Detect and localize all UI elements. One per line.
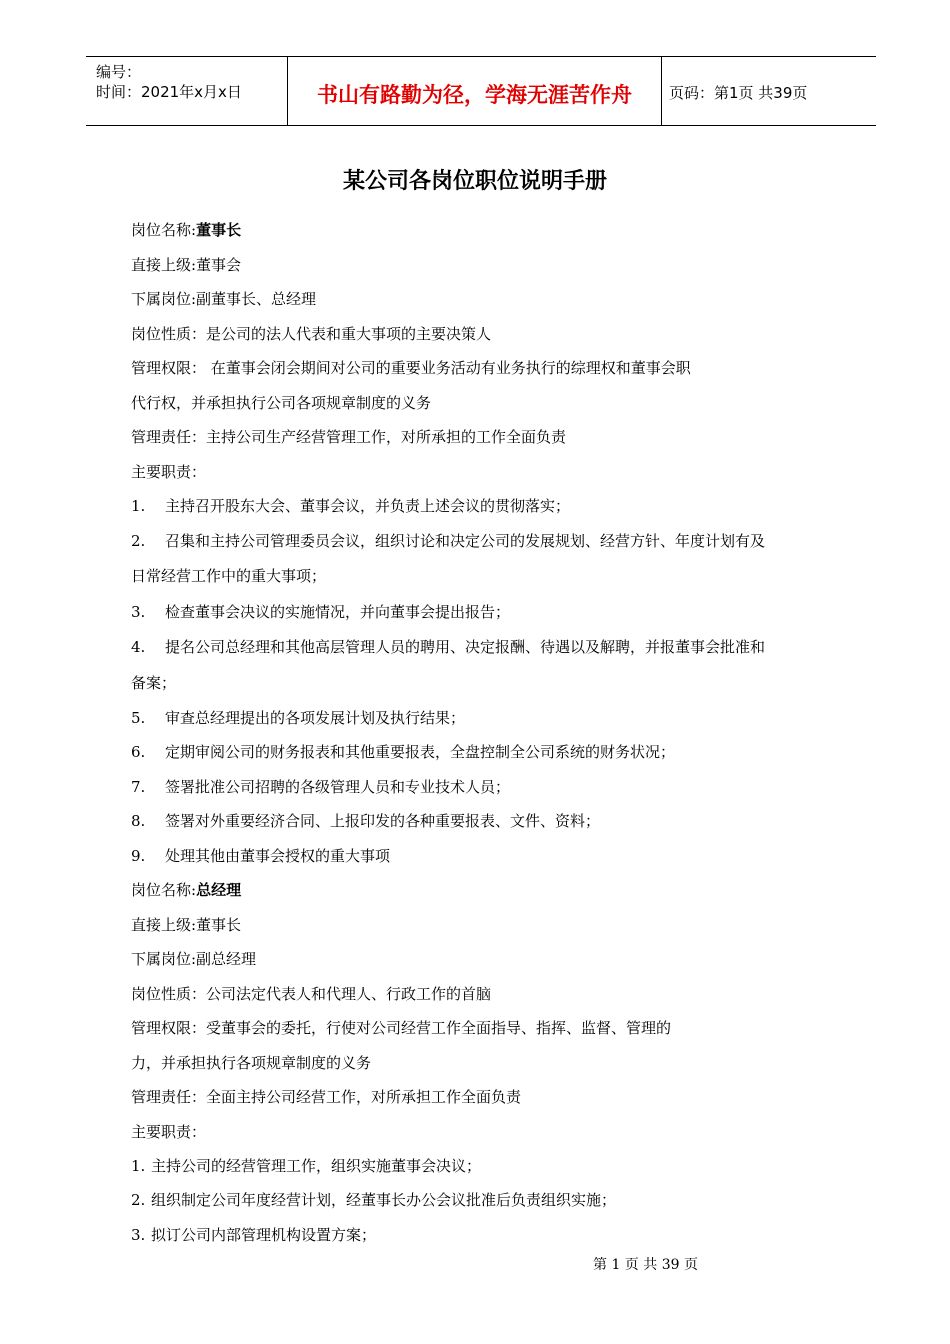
responsibility-line: 管理责任：全面主持公司经营工作，对所承担工作全面负责 xyxy=(131,1088,522,1106)
duty-item: 8. 签署对外重要经济合同、上报印发的各种重要报表、文件、资料； xyxy=(131,812,601,830)
header-right-cell xyxy=(661,57,876,125)
authority-continued-line: 代行权，并承担执行公司各项规章制度的义务 xyxy=(131,394,432,412)
duty-item: 3. 拟订公司内部管理机构设置方案； xyxy=(131,1226,377,1244)
position-name-label: 岗位名称: xyxy=(131,221,197,239)
position-name-value: 董事长 xyxy=(196,221,242,239)
duty-item-continued: 日常经营工作中的重大事项； xyxy=(131,567,327,585)
duty-item: 5. 审查总经理提出的各项发展计划及执行结果； xyxy=(131,709,466,727)
header-table xyxy=(86,56,876,126)
page-info: 页码：第1页 共39页 xyxy=(669,84,808,102)
position-name-line xyxy=(131,880,241,900)
superior-line: 直接上级:董事长 xyxy=(131,916,242,934)
duty-item: 2. 组织制定公司年度经营计划，经董事长办公会议批准后负责组织实施； xyxy=(131,1191,617,1209)
authority-line: 管理权限：受董事会的委托，行使对公司经营工作全面指导、指挥、监督、管理的 xyxy=(131,1019,672,1037)
subordinates-line: 下属岗位:副董事长、总经理 xyxy=(131,290,317,308)
superior-line: 直接上级:董事会 xyxy=(131,256,242,274)
responsibility-line: 管理责任：主持公司生产经营管理工作，对所承担的工作全面负责 xyxy=(131,428,567,446)
code-label: 编号： xyxy=(96,63,142,81)
time-label: 时间：2021年x月x日 xyxy=(96,83,242,101)
duty-item: 1. 主持召开股东大会、董事会议，并负责上述会议的贯彻落实； xyxy=(131,497,571,515)
position-name-line xyxy=(131,220,241,240)
motto: 书山有路勤为径，学海无涯苦作舟 xyxy=(317,83,632,107)
position-name-value: 总经理 xyxy=(196,881,242,899)
duties-label: 主要职责： xyxy=(131,1123,207,1141)
duty-item: 1. 主持公司的经营管理工作，组织实施董事会决议； xyxy=(131,1157,482,1175)
duty-item-continued: 备案； xyxy=(131,674,177,692)
page-footer: 第 1 页 共 39 页 xyxy=(593,1257,698,1273)
document-title: 某公司各岗位职位说明手册 xyxy=(342,169,607,194)
header-left-cell xyxy=(86,57,287,125)
authority-line: 管理权限： 在董事会闭会期间对公司的重要业务活动有业务执行的综理权和董事会职 xyxy=(131,359,691,377)
duty-item: 2. 召集和主持公司管理委员会议，组织讨论和决定公司的发展规划、经营方针、年度计划有及 xyxy=(131,532,766,550)
position-name-label: 岗位名称: xyxy=(131,881,197,899)
duty-item: 3. 检查董事会决议的实施情况，并向董事会提出报告； xyxy=(131,603,511,621)
authority-continued-line: 力，并承担执行各项规章制度的义务 xyxy=(131,1054,372,1072)
duty-item: 9. 处理其他由董事会授权的重大事项 xyxy=(131,847,391,865)
duty-item: 6. 定期审阅公司的财务报表和其他重要报表，全盘控制全公司系统的财务状况； xyxy=(131,743,676,761)
header-motto-cell xyxy=(287,57,662,125)
duty-item: 4. 提名公司总经理和其他高层管理人员的聘用、决定报酬、待遇以及解聘，并报董事会批准和 xyxy=(131,638,766,656)
nature-line: 岗位性质：公司法定代表人和代理人、行政工作的首脑 xyxy=(131,985,492,1003)
duty-item: 7. 签署批准公司招聘的各级管理人员和专业技术人员； xyxy=(131,778,511,796)
nature-line: 岗位性质：是公司的法人代表和重大事项的主要决策人 xyxy=(131,325,492,343)
duties-label: 主要职责： xyxy=(131,463,207,481)
subordinates-line: 下属岗位:副总经理 xyxy=(131,950,257,968)
